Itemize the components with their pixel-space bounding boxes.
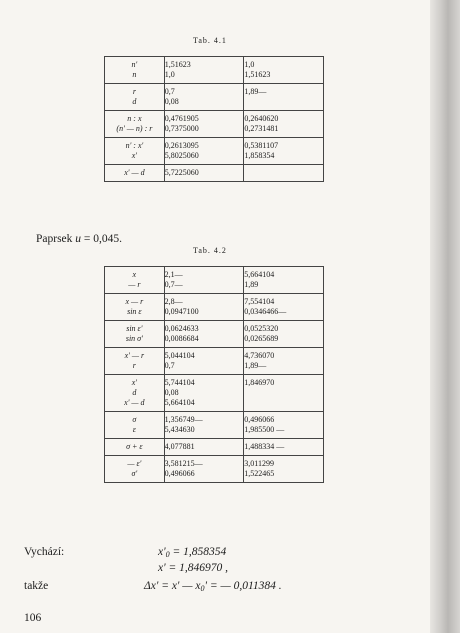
table-row — [105, 84, 324, 111]
table-4-2 — [104, 266, 324, 483]
cell-line — [244, 398, 323, 408]
cell-line: 0,0624633 — [164, 324, 199, 333]
cell-line: σ' — [131, 469, 138, 478]
value-cell — [244, 348, 324, 375]
table-row — [105, 294, 324, 321]
value-cell — [164, 412, 244, 439]
table-4-1 — [104, 56, 324, 182]
cell-line: — r — [128, 280, 141, 289]
row-label-cell — [105, 321, 165, 348]
cell-line: — ε' — [127, 459, 142, 468]
vychazi-label: Vychází: — [24, 546, 65, 558]
cell-line: 1,89 — [244, 280, 259, 289]
cell-line: ε — [132, 425, 136, 434]
row-label-cell — [105, 267, 165, 294]
page-number: 106 — [24, 612, 42, 624]
value-cell — [164, 439, 244, 456]
row-label-cell — [105, 84, 165, 111]
cell-line: x' — d — [124, 398, 145, 407]
cell-line: x — r — [125, 297, 144, 306]
row-label-cell — [105, 439, 165, 456]
cell-line: sin ε — [127, 307, 142, 316]
table-row — [105, 267, 324, 294]
cell-line: σ + ε — [126, 442, 143, 451]
value-cell — [244, 138, 324, 165]
cell-line: x' — d — [124, 168, 145, 177]
row-label-cell — [105, 138, 165, 165]
cell-line: n : x — [127, 114, 142, 123]
table-row — [105, 375, 324, 412]
value-cell — [164, 57, 244, 84]
value-cell — [244, 294, 324, 321]
cell-line: 3,581215— — [164, 459, 203, 468]
value-cell — [164, 375, 244, 412]
table-row — [105, 348, 324, 375]
cell-line: sin ε' — [126, 324, 143, 333]
cell-line: 1,522465 — [244, 469, 275, 478]
cell-line: 1,846970 — [244, 378, 275, 387]
value-cell — [164, 267, 244, 294]
cell-line: d — [132, 388, 137, 397]
table-row — [105, 439, 324, 456]
cell-line: 0,4761905 — [164, 114, 199, 123]
table-row — [105, 138, 324, 165]
value-cell — [164, 165, 244, 182]
cell-line: 1,858354 — [244, 151, 275, 160]
table-row — [105, 412, 324, 439]
value-cell — [244, 57, 324, 84]
cell-line: 1,0 — [164, 70, 175, 79]
cell-line: 3,011299 — [244, 459, 274, 468]
cell-line: 1,51623 — [244, 70, 271, 79]
cell-line: 0,7375000 — [164, 124, 199, 133]
cell-line: 2,8— — [164, 297, 183, 306]
equation-delta: Δx' = x' — $x_0'$ = — 0,011384 . — [144, 580, 282, 593]
row-label-cell — [105, 165, 165, 182]
table-row — [105, 321, 324, 348]
cell-line: 0,2731481 — [244, 124, 279, 133]
cell-line: 0,7 — [164, 87, 175, 96]
cell-line — [244, 388, 323, 398]
cell-line: σ — [132, 415, 137, 424]
cell-line: 0,7— — [164, 280, 183, 289]
row-label-cell — [105, 57, 165, 84]
cell-line: (n' — n) : r — [116, 124, 153, 133]
table-row — [105, 456, 324, 483]
cell-line: n' — [131, 60, 138, 69]
cell-line: n — [132, 70, 137, 79]
value-cell — [244, 165, 324, 182]
cell-line: 0,2640620 — [244, 114, 279, 123]
value-cell — [164, 321, 244, 348]
row-label-cell — [105, 456, 165, 483]
cell-line: 0,08 — [164, 388, 179, 397]
cell-line: 0,5381107 — [244, 141, 279, 150]
cell-line: 7,554104 — [244, 297, 275, 306]
cell-line: 0,496066 — [164, 469, 195, 478]
value-cell — [164, 348, 244, 375]
cell-line: 0,0525320 — [244, 324, 279, 333]
value-cell — [244, 267, 324, 294]
cell-line: n' : x' — [125, 141, 144, 150]
cell-line: 5,7225060 — [164, 168, 199, 177]
cell-line: 5,8025060 — [164, 151, 199, 160]
value-cell — [244, 375, 324, 412]
cell-line: d — [132, 97, 137, 106]
cell-line: 1,985500 — — [244, 425, 285, 434]
cell-line: r — [132, 361, 136, 370]
table-row — [105, 111, 324, 138]
book-spine-shadow — [430, 0, 460, 633]
equation-x-prime: x' = 1,846970 , — [158, 562, 228, 574]
cell-line: 0,0265689 — [244, 334, 279, 343]
table-row — [105, 57, 324, 84]
cell-line: 0,2613095 — [164, 141, 199, 150]
cell-line: 1,488334 — — [244, 442, 285, 451]
value-cell — [164, 138, 244, 165]
cell-line: 4,736070 — [244, 351, 275, 360]
table1-caption: Tab. 4.1 — [193, 36, 227, 45]
cell-line: 0,0947100 — [164, 307, 199, 316]
value-cell — [244, 321, 324, 348]
paprsek-line: Paprsek u = 0,045. — [36, 233, 123, 245]
cell-line: 4,077881 — [164, 442, 195, 451]
cell-line: 5,664104 — [244, 270, 275, 279]
cell-line: 5,744104 — [164, 378, 195, 387]
cell-line: 5,434630 — [164, 425, 195, 434]
table-row — [105, 165, 324, 182]
cell-line: 1,51623 — [164, 60, 191, 69]
cell-line: 0,0346466— — [244, 307, 287, 316]
equation-x0: $x'_0 = 1,858354$ — [158, 546, 227, 559]
cell-line: 5,044104 — [164, 351, 195, 360]
cell-line: 1,0 — [244, 60, 255, 69]
value-cell — [244, 111, 324, 138]
cell-line: 1,89— — [244, 87, 267, 96]
value-cell — [244, 412, 324, 439]
cell-line: x' — r — [124, 351, 145, 360]
takze-label: takže — [24, 580, 49, 592]
value-cell — [244, 439, 324, 456]
cell-line: sin σ' — [125, 334, 143, 343]
cell-line: 5,664104 — [164, 398, 195, 407]
row-label-cell — [105, 412, 165, 439]
cell-line: x' — [131, 151, 138, 160]
row-label-cell — [105, 294, 165, 321]
row-label-cell — [105, 375, 165, 412]
value-cell — [164, 294, 244, 321]
cell-line: 0,7 — [164, 361, 175, 370]
cell-line: 0,496066 — [244, 415, 275, 424]
cell-line: 0,08 — [164, 97, 179, 106]
row-label-cell — [105, 348, 165, 375]
value-cell — [244, 456, 324, 483]
cell-line: 0,0086684 — [164, 334, 199, 343]
cell-line: 1,356749— — [164, 415, 203, 424]
cell-line — [244, 97, 323, 107]
cell-line: x — [132, 270, 137, 279]
cell-line: 2,1— — [164, 270, 183, 279]
value-cell — [164, 84, 244, 111]
value-cell — [244, 84, 324, 111]
cell-line: 1,89— — [244, 361, 267, 370]
cell-line: x' — [131, 378, 137, 387]
value-cell — [164, 111, 244, 138]
cell-line — [244, 168, 323, 178]
value-cell — [164, 456, 244, 483]
cell-line: r — [132, 87, 136, 96]
row-label-cell — [105, 111, 165, 138]
table2-caption: Tab. 4.2 — [193, 246, 227, 255]
